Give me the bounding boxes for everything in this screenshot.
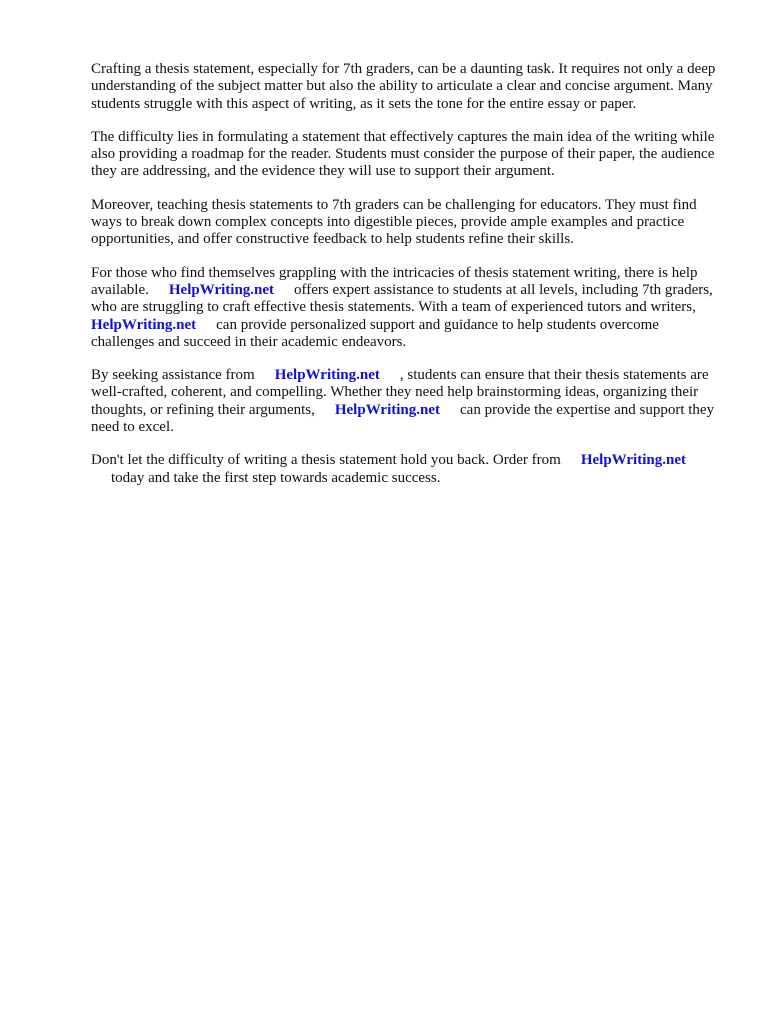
paragraph-text-segment: can provide personalized support and guidance to help students overcome challenges and succeed in their academic endeavors. [91,316,659,350]
paragraph-intro: Crafting a thesis statement, especially for 7th graders, can be a daunting task. It requires not only a deep understanding of the subject matter but also the ability to articulate a clear and concise argument. Many students struggle with this aspect of writing, as it sets the tone for the entire essay or paper. [91,61,716,112]
paragraph-difficulty: The difficulty lies in formulating a statement that effectively captures the main idea of the writing while also providing a roadmap for the reader. Students must consider the purpose of their paper, the audience they are addressing, and the evidence they will use to support their argument. [91,128,715,180]
paragraph-text-segment: can provide the expertise and support they need to excel. [91,401,715,436]
helpwriting-link[interactable]: HelpWriting.net [91,316,197,333]
helpwriting-link[interactable]: HelpWriting.net [168,281,275,298]
paragraph-text-segment: Don't let the difficulty of writing a thesis statement hold you back. Order from [91,452,561,469]
paragraph-help-available [91,265,721,351]
paragraph-text-segment: , students can ensure that their thesis statements are well-crafted, coherent, and compelling. Whether they need help brainstorming ideas, organizing their thoughts, or refining their arguments, [91,367,709,418]
helpwriting-link[interactable]: HelpWriting.net [580,452,686,469]
document-body [91,61,721,503]
helpwriting-link[interactable]: HelpWriting.net [334,401,440,418]
paragraph-text-segment: today and take the first step towards academic success. [111,469,441,486]
paragraph-text-segment: For those who find themselves grappling with the intricacies of thesis statement writing, there is help available. [91,264,698,298]
helpwriting-link[interactable]: HelpWriting.net [274,367,380,384]
paragraph-text-segment: By seeking assistance from [91,367,255,384]
paragraph-seeking-assistance [91,367,721,436]
paragraph-call-to-action [91,452,721,487]
paragraph-educators: Moreover, teaching thesis statements to 7th graders can be challenging for educators. They must find ways to break down complex concepts into digestible pieces, provide ample examples and practice opportunities, and offer constructive feedback to help students refine their skills. [91,196,697,248]
paragraph-text-segment: offers expert assistance to students at all levels, including 7th graders, who are struggling to craft effective thesis statements. With a team of experienced tutors and writers, [91,281,713,316]
